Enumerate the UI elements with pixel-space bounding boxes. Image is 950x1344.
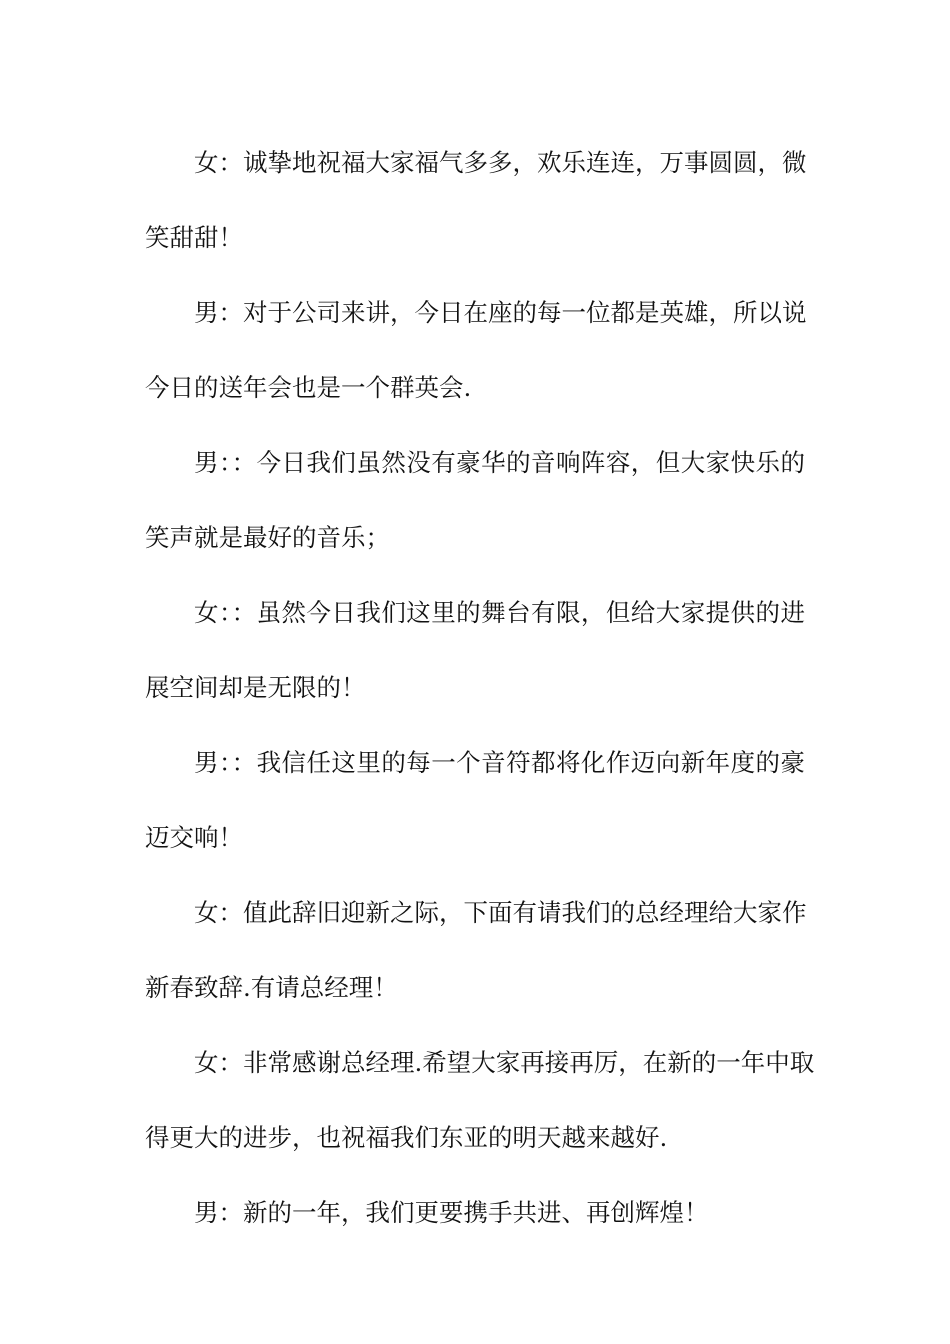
paragraph-line: 迈交响！ xyxy=(145,823,243,852)
paragraph-line: 男：对于公司来讲，今日在座的每一位都是英雄，所以说 xyxy=(194,298,807,327)
paragraph-line: 女：：虽然今日我们这里的舞台有限，但给大家提供的进 xyxy=(194,598,805,627)
paragraph-female-invite-manager xyxy=(145,875,805,1025)
paragraph-line: 男：新的一年，我们更要携手共进、再创辉煌！ xyxy=(194,1198,709,1227)
paragraph-female-blessing xyxy=(145,125,805,275)
paragraph-line: 男：：今日我们虽然没有豪华的音响阵容，但大家快乐的 xyxy=(194,448,805,477)
paragraph-line: 展空间却是无限的！ xyxy=(145,673,366,702)
paragraph-female-thanks xyxy=(145,1025,815,1175)
paragraph-line: 新春致辞.有请总经理！ xyxy=(145,973,398,1002)
paragraph-male-closing xyxy=(145,1175,805,1250)
paragraph-line: 今日的送年会也是一个群英会. xyxy=(145,373,472,402)
paragraph-line: 笑甜甜！ xyxy=(145,223,243,252)
paragraph-male-symphony xyxy=(145,725,805,875)
paragraph-female-stage xyxy=(145,575,805,725)
paragraph-male-heroes xyxy=(145,275,805,425)
paragraph-line: 女：值此辞旧迎新之际，下面有请我们的总经理给大家作 xyxy=(194,898,807,927)
paragraph-line: 得更大的进步，也祝福我们东亚的明天越来越好. xyxy=(145,1123,668,1152)
paragraph-line: 女：非常感谢总经理.希望大家再接再厉，在新的一年中取 xyxy=(194,1048,815,1077)
paragraph-line: 笑声就是最好的音乐； xyxy=(145,523,390,552)
paragraph-male-music xyxy=(145,425,805,575)
paragraph-line: 女：诚挚地祝福大家福气多多，欢乐连连，万事圆圆，微 xyxy=(194,148,807,177)
paragraph-line: 男：：我信任这里的每一个音符都将化作迈向新年度的豪 xyxy=(194,748,805,777)
document-body xyxy=(145,125,815,1250)
